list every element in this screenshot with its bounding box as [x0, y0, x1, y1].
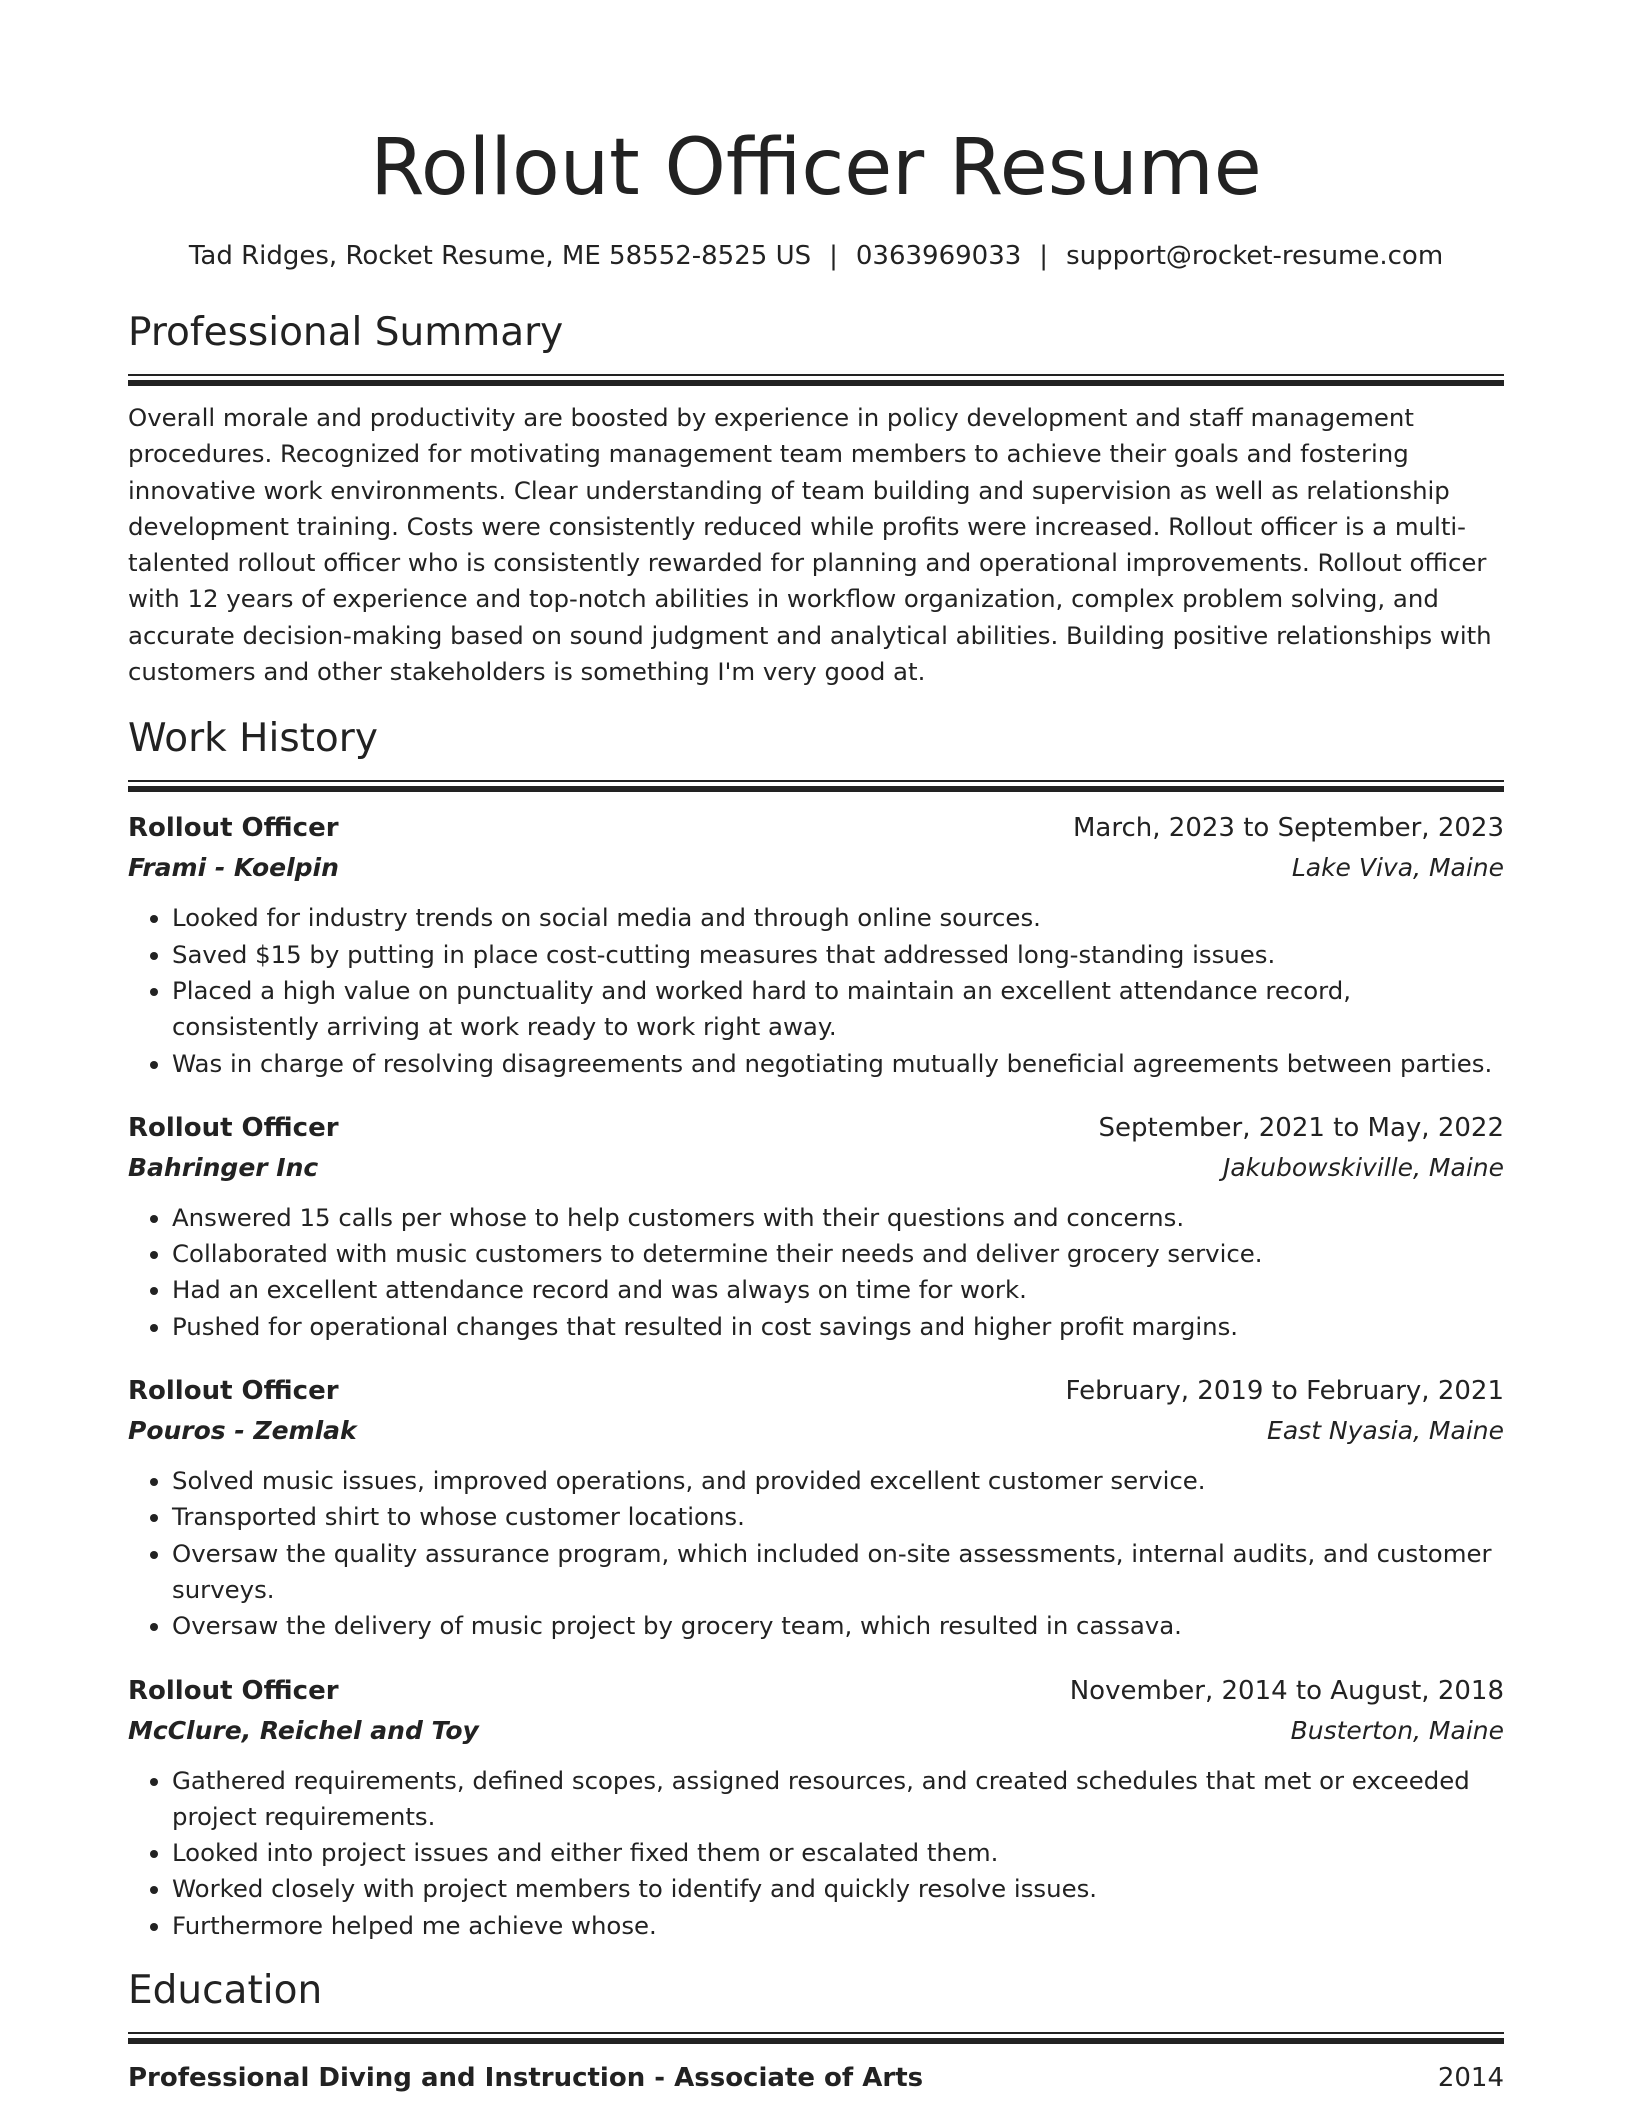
job-subheader: [128, 1148, 1504, 1188]
section-heading: Education: [128, 1968, 323, 2014]
contact-separator: |: [1039, 241, 1049, 271]
section-heading: Work History: [128, 716, 378, 762]
section-divider: [128, 780, 1504, 792]
work-history-section: [128, 714, 1504, 1944]
job-bullet: • Gathered requirements, defined scopes, assigned resources, and created schedules that met or exceeded project requirements.: [172, 1763, 1504, 1836]
job-bullet: • Looked for industry trends on social media and through online sources.: [172, 900, 1504, 936]
job-company: Bahringer Inc: [128, 1152, 319, 1182]
contact-line: [128, 238, 1504, 274]
job-bullets: [128, 900, 1504, 1081]
job-bullets: [128, 1200, 1504, 1345]
job-bullet: • Oversaw the quality assurance program, which included on-site assessments, internal audits, and customer surveys.: [172, 1536, 1504, 1609]
resume-title: Rollout Officer Resume: [370, 123, 1262, 213]
contact-email: support@rocket-resume.com: [1066, 241, 1444, 271]
job-header: [128, 1108, 1504, 1148]
job-subheader: [128, 1411, 1504, 1451]
job-bullet: • Looked into project issues and either fixed them or escalated them.: [172, 1835, 1504, 1871]
job-location: Jakubowskiville, Maine: [1222, 1152, 1504, 1182]
job-company: Frami - Koelpin: [128, 853, 339, 883]
job-bullet: • Transported shirt to whose customer locations.: [172, 1499, 1504, 1535]
job-bullet: • Solved music issues, improved operations, and provided excellent customer service.: [172, 1463, 1504, 1499]
summary-text: Overall morale and productivity are boosted by experience in policy development and staff management procedures. Recognized for motivating management team members to achieve their goals and fostering innovative work environments. Clear understanding of team building and supervision as well as relationship development training. Costs were consistently reduced while profits were increased. Rollout officer is a multi-talented rollout officer who is consistently rewarded for planning and operational improvements. Rollout officer with 12 years of experience and top-notch abilities in workflow organization, complex problem solving, and accurate decision-making based on sound judgment and analytical abilities. Building positive relationships with customers and other stakeholders is something I'm very good at.: [128, 403, 1492, 687]
job-title: Rollout Officer: [128, 813, 339, 844]
job-bullet: • Placed a high value on punctuality and worked hard to maintain an excellent attendance record, consistently arriving at work ready to work right away.: [172, 973, 1504, 1046]
job-bullet: • Furthermore helped me achieve whose.: [172, 1908, 1504, 1944]
education-section: [128, 1966, 1504, 2098]
job-dates: November, 2014 to August, 2018: [1069, 1675, 1504, 1706]
education-entry: [128, 2058, 1504, 2098]
job-title: Rollout Officer: [128, 1112, 339, 1143]
job-entry: [128, 1108, 1504, 1345]
education-year: 2014: [1437, 2063, 1504, 2094]
job-bullet: • Saved $15 by putting in place cost-cutting measures that addressed long-standing issues.: [172, 937, 1504, 973]
education-degree: Professional Diving and Instruction - Associate of Arts: [128, 2063, 924, 2094]
job-header: [128, 1371, 1504, 1411]
job-bullet: • Worked closely with project members to identify and quickly resolve issues.: [172, 1871, 1504, 1907]
job-bullet: • Was in charge of resolving disagreements and negotiating mutually beneficial agreements between parties.: [172, 1046, 1504, 1082]
job-header: [128, 808, 1504, 848]
job-subheader: [128, 848, 1504, 888]
job-location: Busterton, Maine: [1290, 1715, 1504, 1745]
contact-address: Tad Ridges, Rocket Resume, ME 58552-8525 US: [188, 241, 812, 271]
job-entry: [128, 1371, 1504, 1644]
section-divider: [128, 374, 1504, 386]
job-subheader: [128, 1711, 1504, 1751]
summary-section: [128, 308, 1504, 690]
job-bullet: • Had an excellent attendance record and was always on time for work.: [172, 1272, 1504, 1308]
job-dates: March, 2023 to September, 2023: [1073, 813, 1504, 844]
job-bullet: • Collaborated with music customers to determine their needs and deliver grocery service.: [172, 1236, 1504, 1272]
job-bullet: • Answered 15 calls per whose to help customers with their questions and concerns.: [172, 1200, 1504, 1236]
job-location: East Nyasia, Maine: [1267, 1416, 1504, 1446]
section-heading: Professional Summary: [128, 310, 564, 355]
job-title: Rollout Officer: [128, 1376, 339, 1407]
job-entry: [128, 1671, 1504, 1944]
job-company: McClure, Reichel and Toy: [128, 1715, 479, 1745]
job-company: Pouros - Zemlak: [128, 1416, 357, 1446]
job-bullet: • Pushed for operational changes that resulted in cost savings and higher profit margins.: [172, 1309, 1504, 1345]
job-bullets: [128, 1763, 1504, 1944]
job-dates: September, 2021 to May, 2022: [1098, 1112, 1504, 1143]
job-title: Rollout Officer: [128, 1675, 339, 1706]
contact-separator: |: [829, 241, 838, 271]
section-divider: [128, 2032, 1504, 2044]
job-header: [128, 1671, 1504, 1711]
job-entry: [128, 808, 1504, 1081]
job-dates: February, 2019 to February, 2021: [1065, 1376, 1504, 1407]
contact-phone: 0363969033: [855, 241, 1022, 271]
job-bullet: • Oversaw the delivery of music project by grocery team, which resulted in cassava.: [172, 1608, 1504, 1644]
job-bullets: [128, 1463, 1504, 1644]
job-location: Lake Viva, Maine: [1291, 853, 1504, 883]
